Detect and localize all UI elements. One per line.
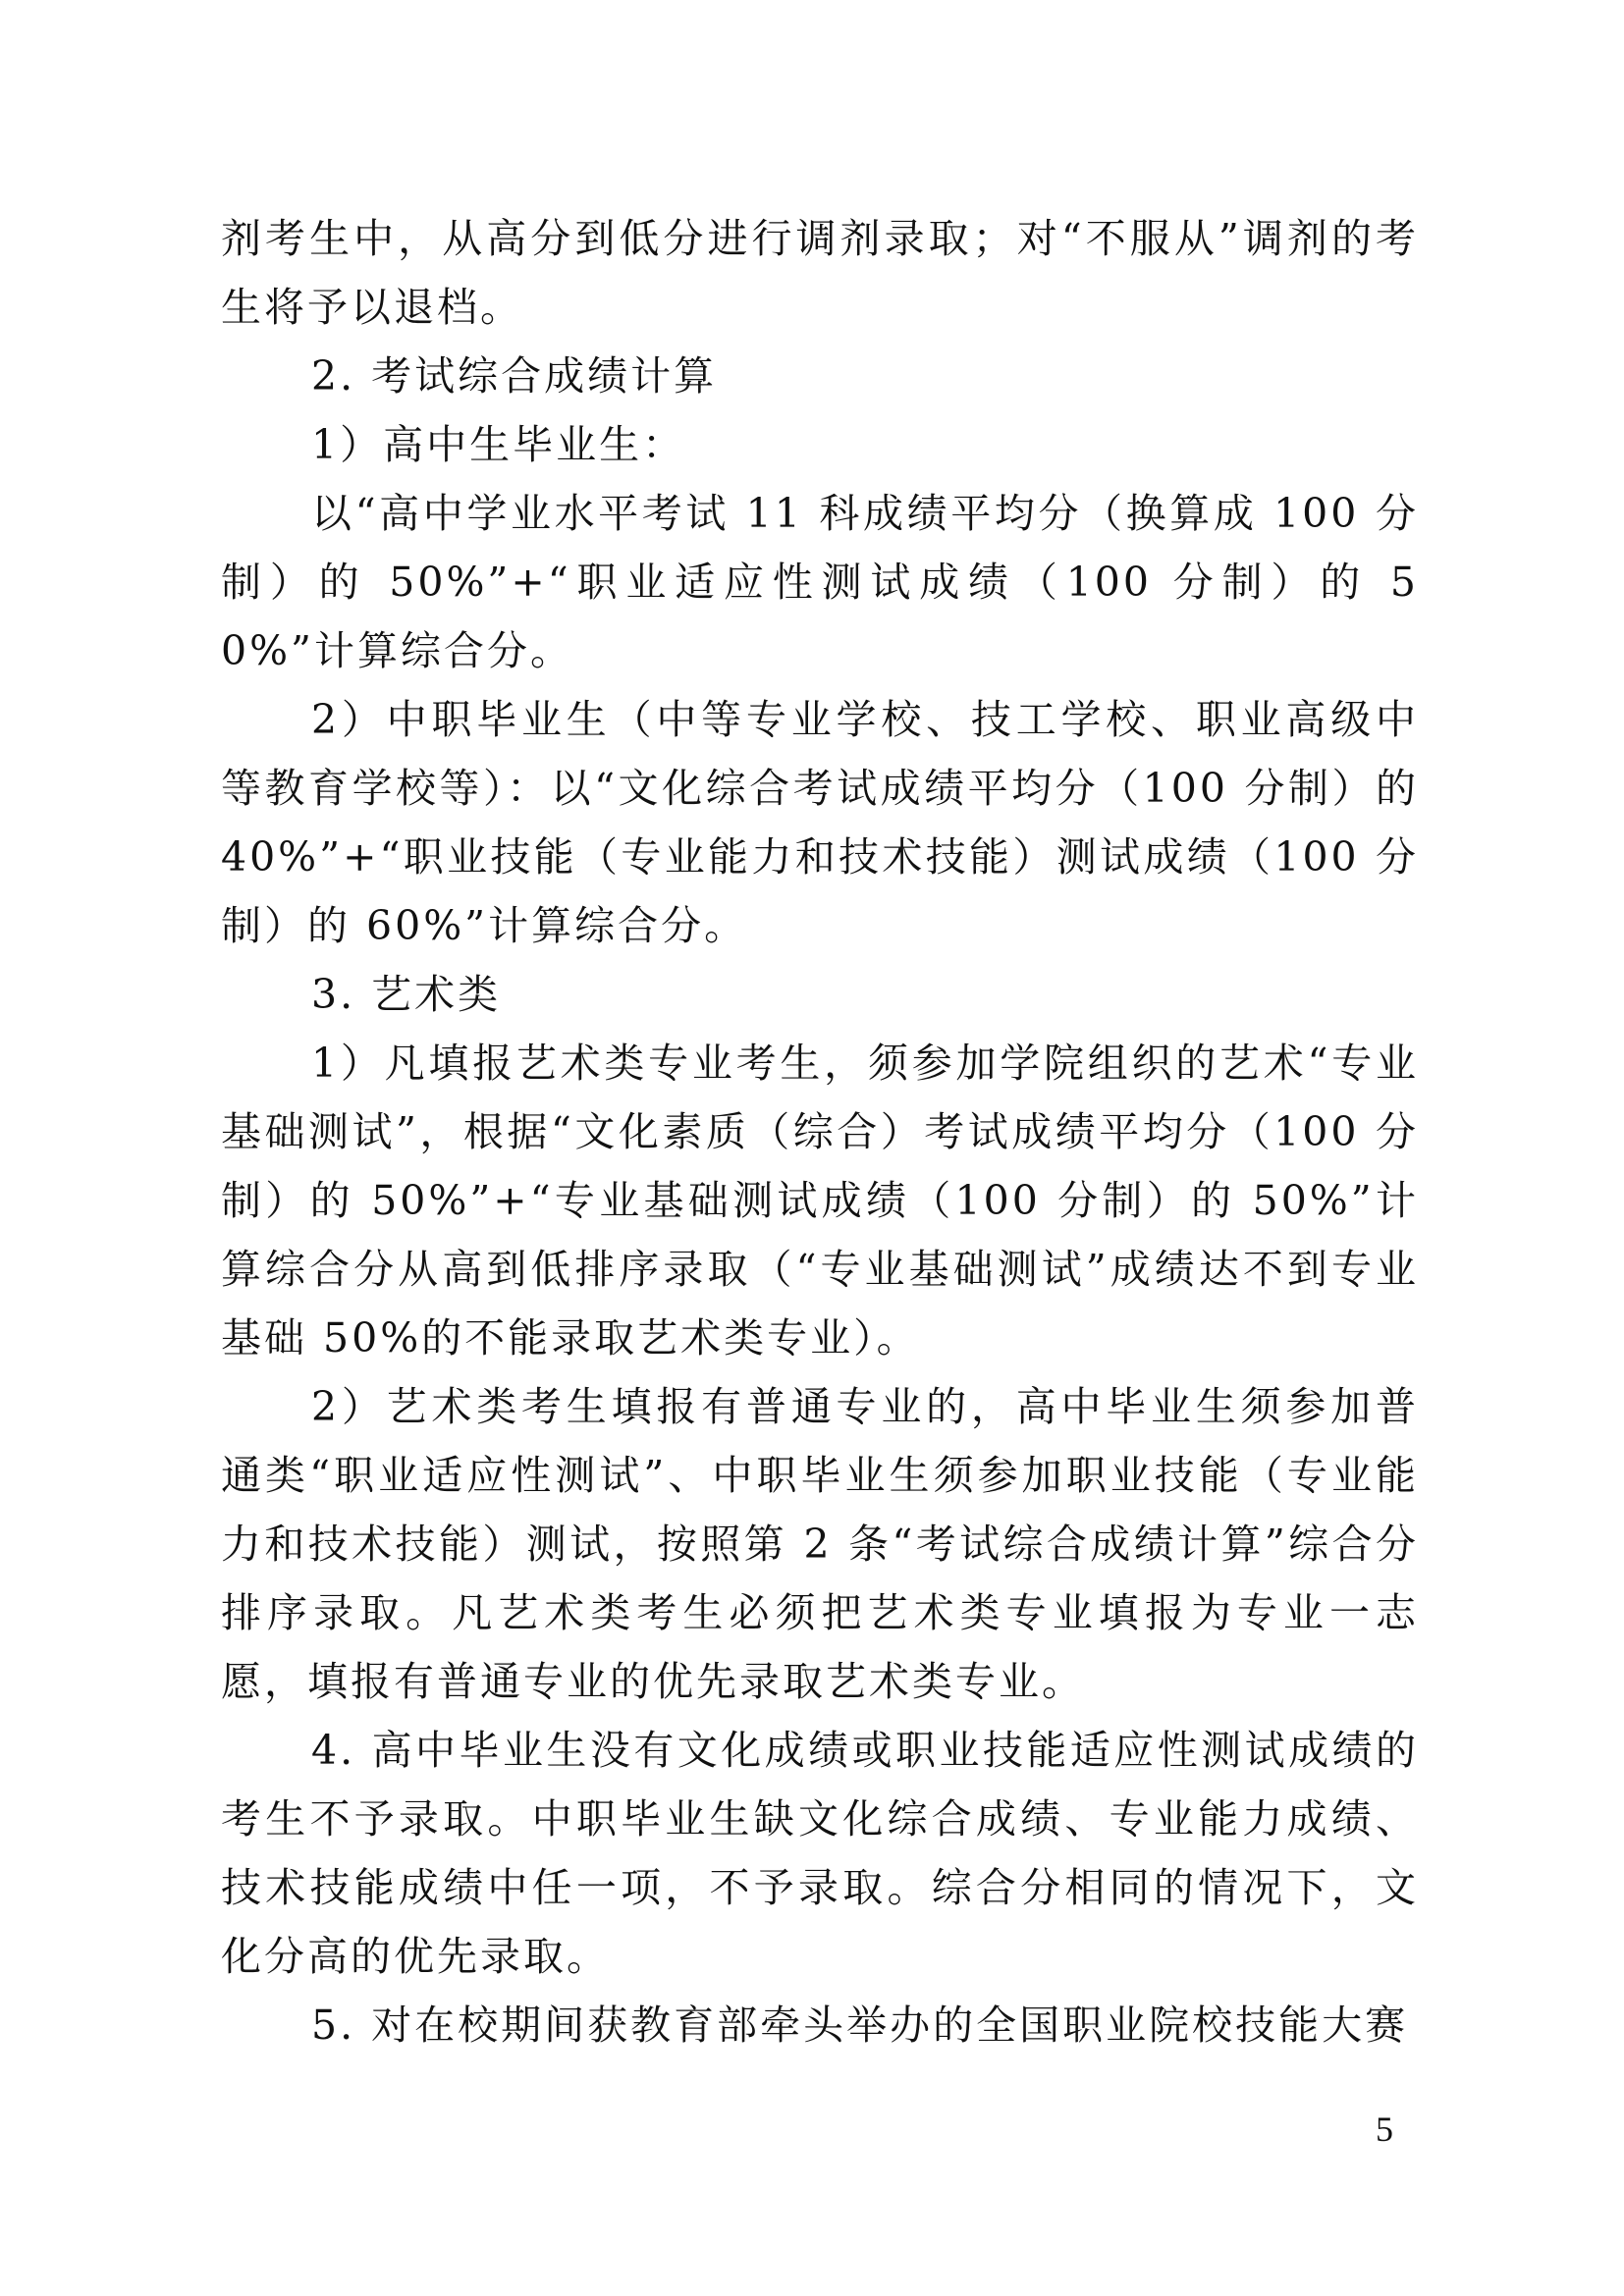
page-number: 5 [1376,2109,1393,2149]
paragraph-section-4: 4. 高中毕业生没有文化成绩或职业技能适应性测试成绩的考生不予录取。中职毕业生缺文化综合成绩、专业能力成绩、技术技能成绩中任一项，不予录取。综合分相同的情况下，文化分高的优先录取。 [221,1727,1419,1980]
paragraph-continuation: 剂考生中，从高分到低分进行调剂录取；对“不服从”调剂的考生将予以退档。 [221,215,1419,331]
paragraph-section-5: 5. 对在校期间获教育部牵头举办的全国职业院校技能大赛 [311,2002,1409,2049]
paragraph-vocational-formula: 2）中职毕业生（中等专业学校、技工学校、职业高级中等教育学校等）：以“文化综合考试成绩平均分（100 分制）的 40%”+“职业技能（专业能力和技术技能）测试成绩（100 分制）的 60%”计算综合分。 [221,696,1419,949]
section-heading-3: 3. 艺术类 [311,971,502,1018]
section-heading-2: 2. 考试综合成绩计算 [311,352,718,400]
paragraph-high-school-formula: 以“高中学业水平考试 11 科成绩平均分（换算成 100 分制）的 50%”+“职业适应性测试成绩（100 分制）的 50%”计算综合分。 [221,490,1419,674]
subheading-high-school-graduates: 1）高中生毕业生： [311,421,686,468]
paragraph-art-general-majors: 2）艺术类考生填报有普通专业的，高中毕业生须参加普通类“职业适应性测试”、中职毕业生须参加职业技能（专业能力和技术技能）测试，按照第 2 条“考试综合成绩计算”综合分排序录取。凡艺术类考生必须把艺术类专业填报为专业一志愿，填报有普通专业的优先录取艺术类专业。 [221,1383,1419,1705]
document-body [221,204,1419,2059]
paragraph-art-test: 1）凡填报艺术类专业考生，须参加学院组织的艺术“专业基础测试”，根据“文化素质（综合）考试成绩平均分（100 分制）的 50%”+“专业基础测试成绩（100 分制）的 50%”计算综合分从高到低排序录取（“专业基础测试”成绩达不到专业基础 50%的不能录取艺术类专业）。 [221,1040,1419,1362]
